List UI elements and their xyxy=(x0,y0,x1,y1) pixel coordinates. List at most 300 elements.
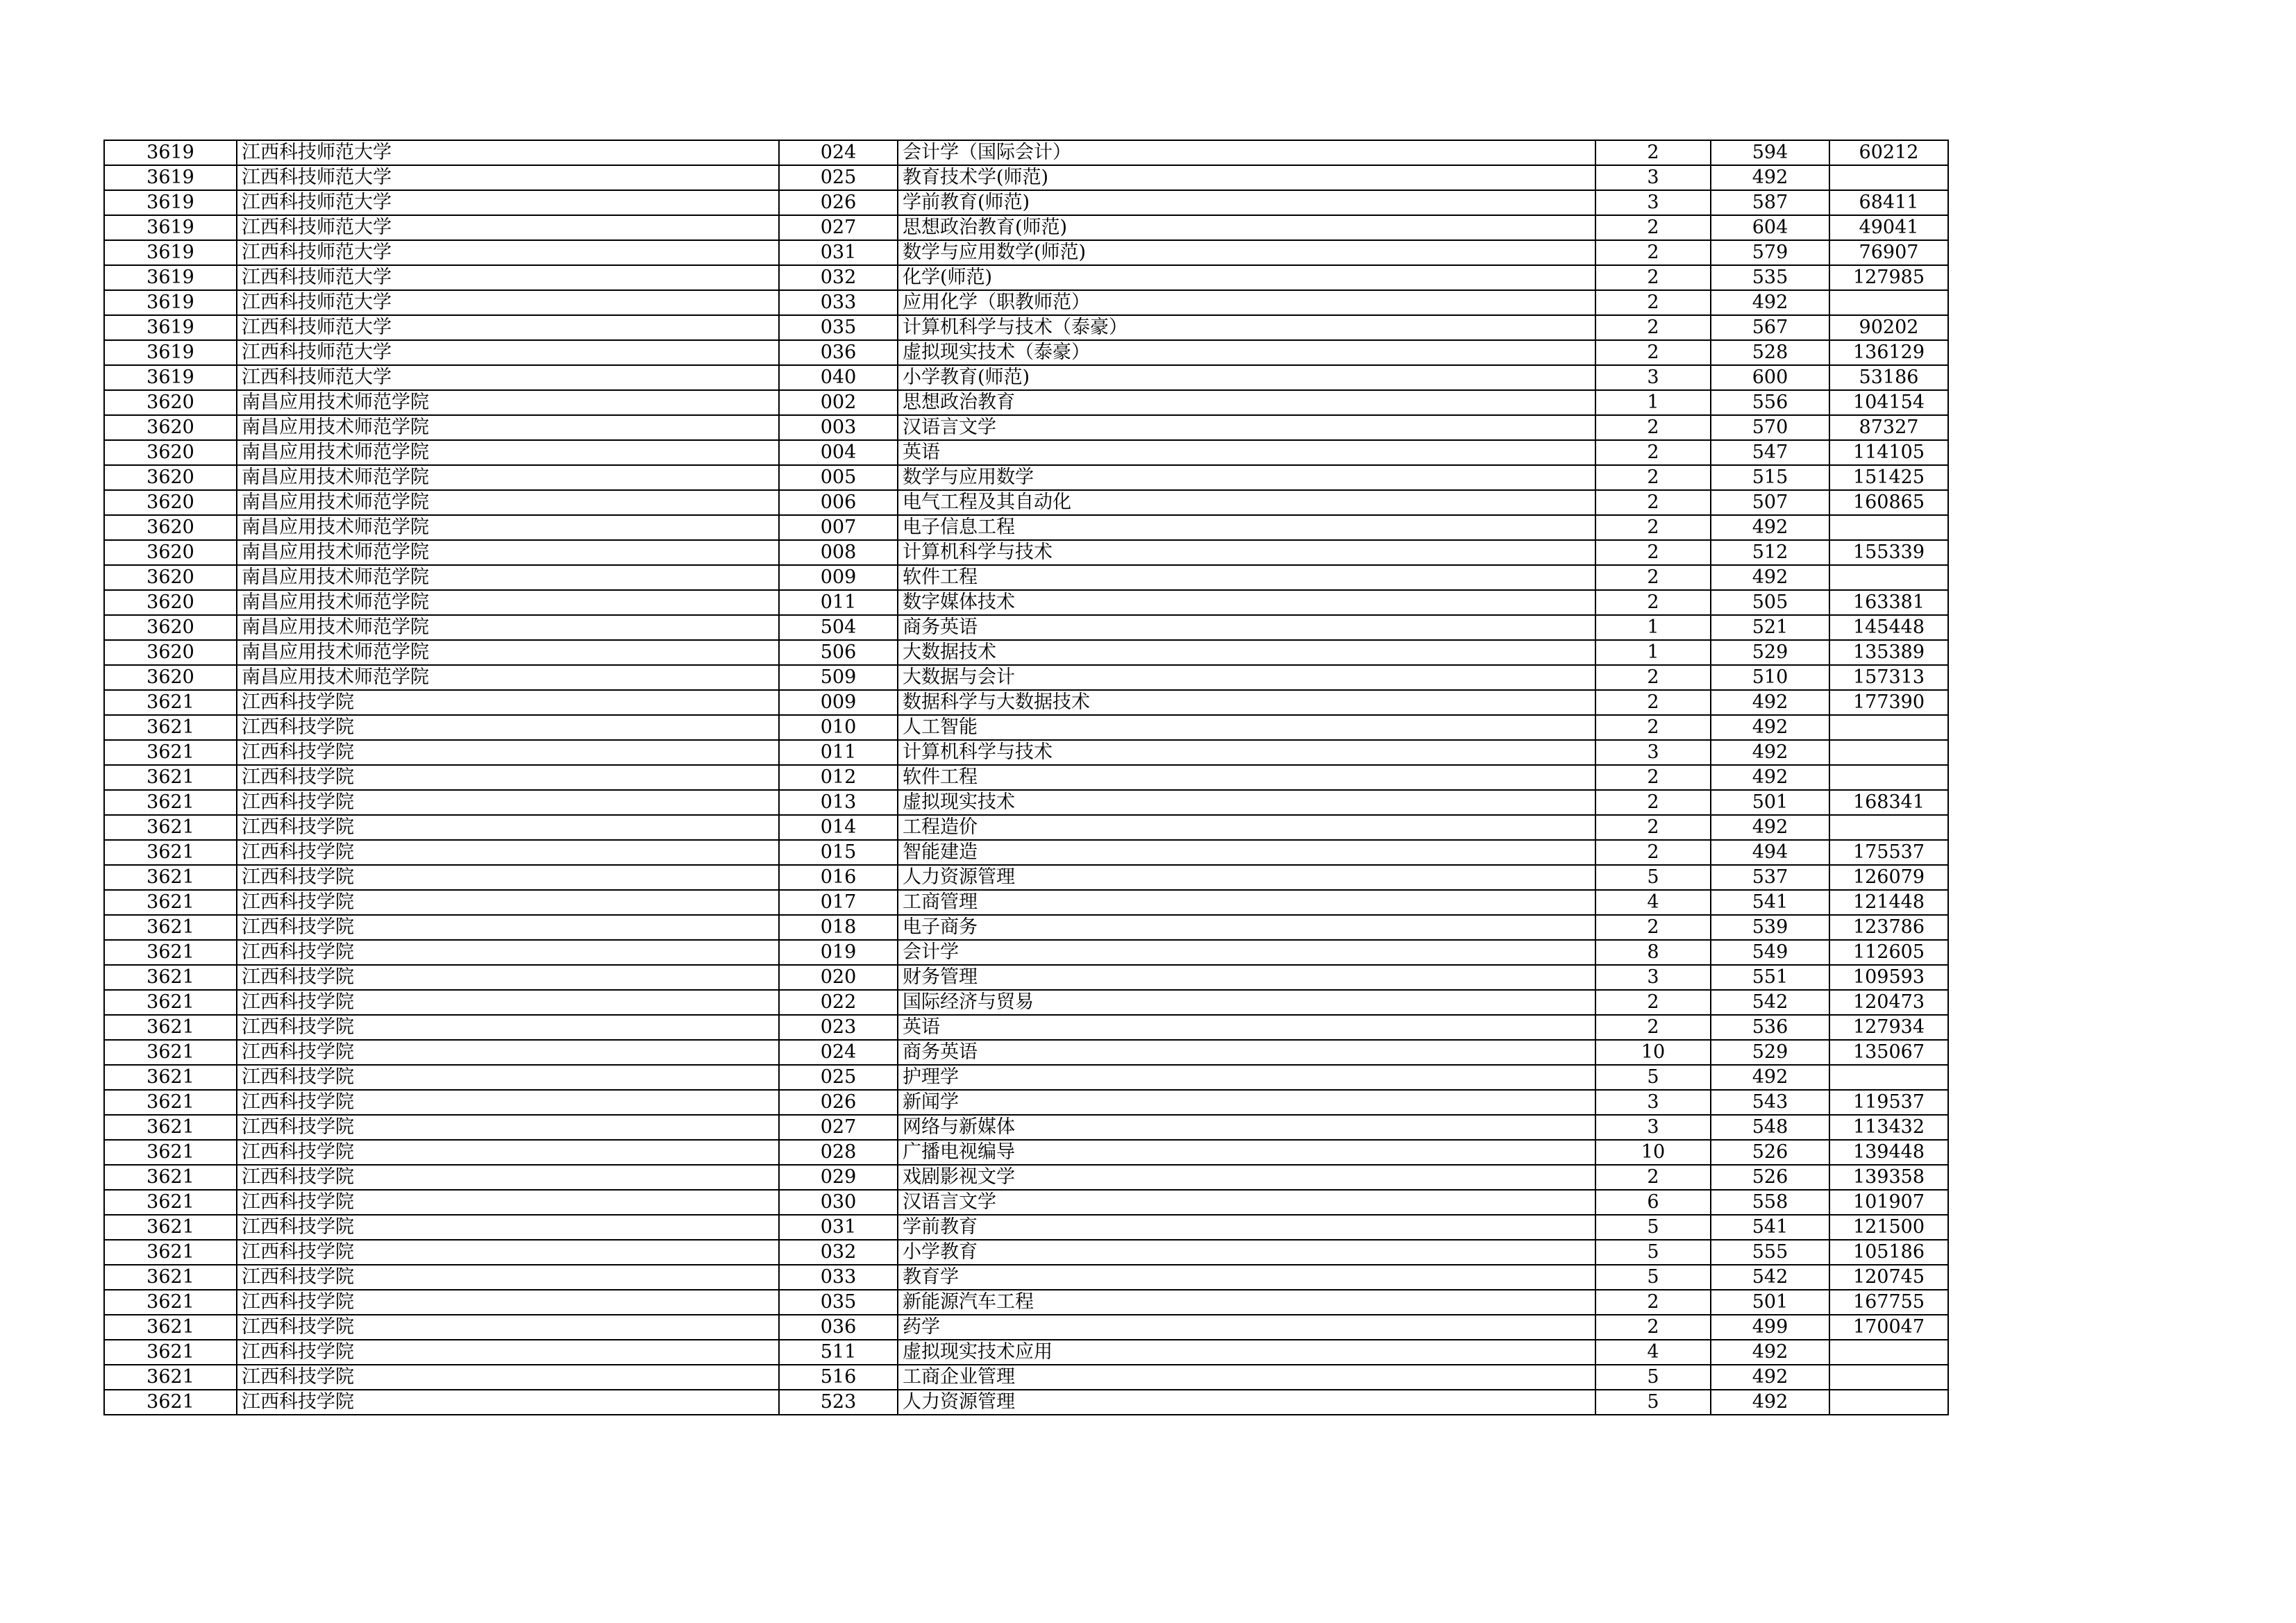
min-score-cell: 529 xyxy=(1711,640,1829,665)
major-name-cell: 教育学 xyxy=(898,1265,1595,1290)
major-code-cell: 040 xyxy=(779,365,898,390)
school-code-cell: 3621 xyxy=(104,1290,237,1315)
table-row xyxy=(104,365,1948,390)
table-row xyxy=(104,1090,1948,1115)
min-rank-cell: 121448 xyxy=(1829,890,1948,915)
table-row xyxy=(104,415,1948,440)
school-name-cell: 江西科技学院 xyxy=(237,1115,779,1140)
min-score-cell: 492 xyxy=(1711,515,1829,540)
major-code-cell: 035 xyxy=(779,315,898,340)
school-code-cell: 3621 xyxy=(104,1340,237,1365)
plan-count-cell: 2 xyxy=(1595,590,1711,615)
plan-count-cell: 2 xyxy=(1595,565,1711,590)
min-rank-cell xyxy=(1829,565,1948,590)
min-rank-cell: 120745 xyxy=(1829,1265,1948,1290)
school-name-cell: 江西科技学院 xyxy=(237,1165,779,1190)
school-code-cell: 3619 xyxy=(104,365,237,390)
min-score-cell: 543 xyxy=(1711,1090,1829,1115)
min-rank-cell: 49041 xyxy=(1829,215,1948,240)
min-score-cell: 512 xyxy=(1711,540,1829,565)
table-row xyxy=(104,965,1948,990)
school-code-cell: 3620 xyxy=(104,615,237,640)
school-code-cell: 3621 xyxy=(104,815,237,840)
school-name-cell: 江西科技师范大学 xyxy=(237,365,779,390)
table-row xyxy=(104,440,1948,465)
school-name-cell: 江西科技学院 xyxy=(237,1240,779,1265)
school-code-cell: 3621 xyxy=(104,840,237,865)
min-score-cell: 587 xyxy=(1711,190,1829,215)
min-rank-cell: 145448 xyxy=(1829,615,1948,640)
plan-count-cell: 3 xyxy=(1595,965,1711,990)
table-row xyxy=(104,1240,1948,1265)
major-name-cell: 智能建造 xyxy=(898,840,1595,865)
major-code-cell: 008 xyxy=(779,540,898,565)
major-code-cell: 028 xyxy=(779,1140,898,1165)
school-code-cell: 3620 xyxy=(104,515,237,540)
school-name-cell: 江西科技学院 xyxy=(237,940,779,965)
school-name-cell: 江西科技学院 xyxy=(237,1065,779,1090)
plan-count-cell: 2 xyxy=(1595,140,1711,165)
min-rank-cell: 104154 xyxy=(1829,390,1948,415)
major-name-cell: 新闻学 xyxy=(898,1090,1595,1115)
major-code-cell: 022 xyxy=(779,990,898,1015)
table-body xyxy=(104,140,1948,1415)
school-name-cell: 江西科技学院 xyxy=(237,1340,779,1365)
plan-count-cell: 2 xyxy=(1595,815,1711,840)
plan-count-cell: 1 xyxy=(1595,390,1711,415)
table-row xyxy=(104,1115,1948,1140)
table-row xyxy=(104,1040,1948,1065)
school-code-cell: 3621 xyxy=(104,715,237,740)
table-row xyxy=(104,1065,1948,1090)
table-row xyxy=(104,165,1948,190)
table-row xyxy=(104,915,1948,940)
plan-count-cell: 2 xyxy=(1595,1290,1711,1315)
major-name-cell: 小学教育 xyxy=(898,1240,1595,1265)
min-score-cell: 492 xyxy=(1711,1340,1829,1365)
plan-count-cell: 2 xyxy=(1595,990,1711,1015)
plan-count-cell: 2 xyxy=(1595,1315,1711,1340)
school-code-cell: 3621 xyxy=(104,940,237,965)
school-name-cell: 江西科技师范大学 xyxy=(237,140,779,165)
table-row xyxy=(104,290,1948,315)
plan-count-cell: 2 xyxy=(1595,840,1711,865)
major-name-cell: 工商管理 xyxy=(898,890,1595,915)
min-rank-cell: 135389 xyxy=(1829,640,1948,665)
school-name-cell: 江西科技师范大学 xyxy=(237,340,779,365)
school-name-cell: 江西科技学院 xyxy=(237,1215,779,1240)
min-score-cell: 526 xyxy=(1711,1165,1829,1190)
school-code-cell: 3620 xyxy=(104,565,237,590)
school-name-cell: 江西科技学院 xyxy=(237,890,779,915)
table-row xyxy=(104,940,1948,965)
plan-count-cell: 4 xyxy=(1595,1340,1711,1365)
table-row xyxy=(104,240,1948,265)
school-code-cell: 3621 xyxy=(104,890,237,915)
min-rank-cell: 119537 xyxy=(1829,1090,1948,1115)
major-name-cell: 思想政治教育 xyxy=(898,390,1595,415)
min-rank-cell xyxy=(1829,715,1948,740)
plan-count-cell: 8 xyxy=(1595,940,1711,965)
school-code-cell: 3621 xyxy=(104,1390,237,1415)
school-code-cell: 3621 xyxy=(104,740,237,765)
plan-count-cell: 4 xyxy=(1595,890,1711,915)
table-row xyxy=(104,1265,1948,1290)
min-score-cell: 558 xyxy=(1711,1190,1829,1215)
plan-count-cell: 6 xyxy=(1595,1190,1711,1215)
min-rank-cell: 114105 xyxy=(1829,440,1948,465)
min-rank-cell: 163381 xyxy=(1829,590,1948,615)
major-name-cell: 计算机科学与技术 xyxy=(898,740,1595,765)
table-row xyxy=(104,865,1948,890)
table-row xyxy=(104,1215,1948,1240)
plan-count-cell: 3 xyxy=(1595,190,1711,215)
school-code-cell: 3619 xyxy=(104,290,237,315)
table-row xyxy=(104,1190,1948,1215)
min-rank-cell: 121500 xyxy=(1829,1215,1948,1240)
min-score-cell: 507 xyxy=(1711,490,1829,515)
major-name-cell: 汉语言文学 xyxy=(898,415,1595,440)
table-row xyxy=(104,640,1948,665)
plan-count-cell: 2 xyxy=(1595,490,1711,515)
min-score-cell: 501 xyxy=(1711,790,1829,815)
major-code-cell: 011 xyxy=(779,590,898,615)
plan-count-cell: 2 xyxy=(1595,415,1711,440)
plan-count-cell: 2 xyxy=(1595,265,1711,290)
plan-count-cell: 2 xyxy=(1595,315,1711,340)
plan-count-cell: 2 xyxy=(1595,690,1711,715)
school-code-cell: 3621 xyxy=(104,865,237,890)
plan-count-cell: 2 xyxy=(1595,1015,1711,1040)
major-name-cell: 会计学 xyxy=(898,940,1595,965)
table-row xyxy=(104,1140,1948,1165)
major-name-cell: 人力资源管理 xyxy=(898,1390,1595,1415)
major-name-cell: 商务英语 xyxy=(898,615,1595,640)
major-code-cell: 511 xyxy=(779,1340,898,1365)
major-name-cell: 小学教育(师范) xyxy=(898,365,1595,390)
min-rank-cell: 160865 xyxy=(1829,490,1948,515)
plan-count-cell: 1 xyxy=(1595,640,1711,665)
school-name-cell: 南昌应用技术师范学院 xyxy=(237,565,779,590)
school-code-cell: 3621 xyxy=(104,1090,237,1115)
min-rank-cell: 60212 xyxy=(1829,140,1948,165)
min-score-cell: 570 xyxy=(1711,415,1829,440)
major-name-cell: 学前教育 xyxy=(898,1215,1595,1240)
table-row xyxy=(104,815,1948,840)
major-code-cell: 025 xyxy=(779,165,898,190)
school-name-cell: 江西科技学院 xyxy=(237,965,779,990)
min-rank-cell: 135067 xyxy=(1829,1040,1948,1065)
table-row xyxy=(104,540,1948,565)
major-code-cell: 036 xyxy=(779,1315,898,1340)
min-rank-cell: 136129 xyxy=(1829,340,1948,365)
major-name-cell: 计算机科学与技术（泰豪） xyxy=(898,315,1595,340)
min-rank-cell: 167755 xyxy=(1829,1290,1948,1315)
major-name-cell: 护理学 xyxy=(898,1065,1595,1090)
min-rank-cell xyxy=(1829,815,1948,840)
major-code-cell: 506 xyxy=(779,640,898,665)
min-rank-cell xyxy=(1829,1365,1948,1390)
major-code-cell: 019 xyxy=(779,940,898,965)
plan-count-cell: 2 xyxy=(1595,465,1711,490)
school-code-cell: 3619 xyxy=(104,165,237,190)
major-name-cell: 电子商务 xyxy=(898,915,1595,940)
major-code-cell: 014 xyxy=(779,815,898,840)
table-row xyxy=(104,665,1948,690)
major-code-cell: 033 xyxy=(779,1265,898,1290)
school-name-cell: 江西科技学院 xyxy=(237,1290,779,1315)
major-name-cell: 英语 xyxy=(898,1015,1595,1040)
major-code-cell: 523 xyxy=(779,1390,898,1415)
min-rank-cell xyxy=(1829,1390,1948,1415)
admission-table xyxy=(103,140,1949,1415)
major-code-cell: 030 xyxy=(779,1190,898,1215)
plan-count-cell: 1 xyxy=(1595,615,1711,640)
major-code-cell: 031 xyxy=(779,240,898,265)
plan-count-cell: 5 xyxy=(1595,1065,1711,1090)
min-rank-cell: 87327 xyxy=(1829,415,1948,440)
major-name-cell: 国际经济与贸易 xyxy=(898,990,1595,1015)
school-code-cell: 3619 xyxy=(104,240,237,265)
school-code-cell: 3620 xyxy=(104,590,237,615)
school-name-cell: 江西科技学院 xyxy=(237,790,779,815)
major-code-cell: 003 xyxy=(779,415,898,440)
major-code-cell: 032 xyxy=(779,1240,898,1265)
min-rank-cell: 168341 xyxy=(1829,790,1948,815)
min-rank-cell: 109593 xyxy=(1829,965,1948,990)
min-score-cell: 541 xyxy=(1711,1215,1829,1240)
min-rank-cell: 90202 xyxy=(1829,315,1948,340)
major-code-cell: 025 xyxy=(779,1065,898,1090)
school-name-cell: 江西科技学院 xyxy=(237,690,779,715)
table-row xyxy=(104,790,1948,815)
school-name-cell: 江西科技师范大学 xyxy=(237,315,779,340)
major-name-cell: 数据科学与大数据技术 xyxy=(898,690,1595,715)
min-rank-cell xyxy=(1829,765,1948,790)
school-code-cell: 3621 xyxy=(104,990,237,1015)
min-rank-cell: 157313 xyxy=(1829,665,1948,690)
major-code-cell: 023 xyxy=(779,1015,898,1040)
major-name-cell: 大数据与会计 xyxy=(898,665,1595,690)
school-name-cell: 南昌应用技术师范学院 xyxy=(237,540,779,565)
min-rank-cell: 177390 xyxy=(1829,690,1948,715)
major-name-cell: 新能源汽车工程 xyxy=(898,1290,1595,1315)
plan-count-cell: 2 xyxy=(1595,440,1711,465)
min-score-cell: 501 xyxy=(1711,1290,1829,1315)
min-rank-cell: 101907 xyxy=(1829,1190,1948,1215)
major-code-cell: 026 xyxy=(779,1090,898,1115)
table-row xyxy=(104,690,1948,715)
plan-count-cell: 2 xyxy=(1595,790,1711,815)
plan-count-cell: 5 xyxy=(1595,1240,1711,1265)
table-row xyxy=(104,1315,1948,1340)
school-name-cell: 江西科技学院 xyxy=(237,815,779,840)
min-score-cell: 542 xyxy=(1711,990,1829,1015)
school-code-cell: 3619 xyxy=(104,340,237,365)
major-name-cell: 人力资源管理 xyxy=(898,865,1595,890)
plan-count-cell: 5 xyxy=(1595,865,1711,890)
min-rank-cell: 151425 xyxy=(1829,465,1948,490)
min-score-cell: 536 xyxy=(1711,1015,1829,1040)
min-score-cell: 492 xyxy=(1711,165,1829,190)
major-name-cell: 工商企业管理 xyxy=(898,1365,1595,1390)
major-code-cell: 027 xyxy=(779,1115,898,1140)
table-row xyxy=(104,1290,1948,1315)
major-name-cell: 会计学（国际会计） xyxy=(898,140,1595,165)
school-name-cell: 江西科技学院 xyxy=(237,865,779,890)
school-code-cell: 3621 xyxy=(104,1240,237,1265)
table-row xyxy=(104,265,1948,290)
plan-count-cell: 2 xyxy=(1595,340,1711,365)
plan-count-cell: 3 xyxy=(1595,740,1711,765)
school-code-cell: 3620 xyxy=(104,540,237,565)
school-code-cell: 3621 xyxy=(104,915,237,940)
school-name-cell: 江西科技师范大学 xyxy=(237,240,779,265)
table-row xyxy=(104,1365,1948,1390)
major-code-cell: 012 xyxy=(779,765,898,790)
school-code-cell: 3621 xyxy=(104,1040,237,1065)
table-row xyxy=(104,615,1948,640)
min-score-cell: 542 xyxy=(1711,1265,1829,1290)
plan-count-cell: 2 xyxy=(1595,765,1711,790)
school-code-cell: 3620 xyxy=(104,390,237,415)
min-score-cell: 515 xyxy=(1711,465,1829,490)
major-name-cell: 药学 xyxy=(898,1315,1595,1340)
plan-count-cell: 3 xyxy=(1595,1090,1711,1115)
min-score-cell: 492 xyxy=(1711,565,1829,590)
table-row xyxy=(104,1015,1948,1040)
major-name-cell: 财务管理 xyxy=(898,965,1595,990)
school-name-cell: 南昌应用技术师范学院 xyxy=(237,615,779,640)
min-score-cell: 492 xyxy=(1711,1065,1829,1090)
school-code-cell: 3621 xyxy=(104,1140,237,1165)
school-code-cell: 3621 xyxy=(104,1190,237,1215)
table-row xyxy=(104,340,1948,365)
school-code-cell: 3619 xyxy=(104,265,237,290)
major-code-cell: 020 xyxy=(779,965,898,990)
min-score-cell: 492 xyxy=(1711,765,1829,790)
school-name-cell: 江西科技学院 xyxy=(237,915,779,940)
school-code-cell: 3620 xyxy=(104,640,237,665)
table-row xyxy=(104,315,1948,340)
table-row xyxy=(104,1340,1948,1365)
major-name-cell: 电子信息工程 xyxy=(898,515,1595,540)
table-row xyxy=(104,490,1948,515)
school-name-cell: 江西科技学院 xyxy=(237,1315,779,1340)
min-score-cell: 555 xyxy=(1711,1240,1829,1265)
major-code-cell: 018 xyxy=(779,915,898,940)
major-name-cell: 应用化学（职教师范） xyxy=(898,290,1595,315)
plan-count-cell: 3 xyxy=(1595,165,1711,190)
school-code-cell: 3621 xyxy=(104,765,237,790)
plan-count-cell: 2 xyxy=(1595,715,1711,740)
major-name-cell: 人工智能 xyxy=(898,715,1595,740)
table-row xyxy=(104,565,1948,590)
min-rank-cell: 139358 xyxy=(1829,1165,1948,1190)
major-code-cell: 026 xyxy=(779,190,898,215)
min-score-cell: 492 xyxy=(1711,815,1829,840)
major-code-cell: 509 xyxy=(779,665,898,690)
major-name-cell: 网络与新媒体 xyxy=(898,1115,1595,1140)
min-score-cell: 547 xyxy=(1711,440,1829,465)
school-name-cell: 江西科技学院 xyxy=(237,1265,779,1290)
school-name-cell: 江西科技学院 xyxy=(237,1390,779,1415)
min-score-cell: 510 xyxy=(1711,665,1829,690)
school-code-cell: 3621 xyxy=(104,1215,237,1240)
min-rank-cell: 126079 xyxy=(1829,865,1948,890)
plan-count-cell: 5 xyxy=(1595,1365,1711,1390)
school-code-cell: 3620 xyxy=(104,415,237,440)
min-rank-cell: 113432 xyxy=(1829,1115,1948,1140)
school-name-cell: 江西科技学院 xyxy=(237,765,779,790)
min-score-cell: 556 xyxy=(1711,390,1829,415)
major-name-cell: 数学与应用数学 xyxy=(898,465,1595,490)
major-name-cell: 思想政治教育(师范) xyxy=(898,215,1595,240)
school-code-cell: 3620 xyxy=(104,665,237,690)
min-score-cell: 551 xyxy=(1711,965,1829,990)
min-score-cell: 492 xyxy=(1711,1390,1829,1415)
table-row xyxy=(104,765,1948,790)
school-code-cell: 3619 xyxy=(104,315,237,340)
table-row xyxy=(104,390,1948,415)
major-code-cell: 027 xyxy=(779,215,898,240)
table-row xyxy=(104,740,1948,765)
min-rank-cell: 112605 xyxy=(1829,940,1948,965)
major-name-cell: 广播电视编导 xyxy=(898,1140,1595,1165)
min-score-cell: 494 xyxy=(1711,840,1829,865)
min-rank-cell: 68411 xyxy=(1829,190,1948,215)
school-name-cell: 江西科技师范大学 xyxy=(237,215,779,240)
min-rank-cell: 170047 xyxy=(1829,1315,1948,1340)
school-name-cell: 南昌应用技术师范学院 xyxy=(237,440,779,465)
major-code-cell: 516 xyxy=(779,1365,898,1390)
plan-count-cell: 2 xyxy=(1595,290,1711,315)
major-name-cell: 虚拟现实技术应用 xyxy=(898,1340,1595,1365)
school-code-cell: 3621 xyxy=(104,790,237,815)
min-score-cell: 529 xyxy=(1711,1040,1829,1065)
major-name-cell: 教育技术学(师范) xyxy=(898,165,1595,190)
min-score-cell: 528 xyxy=(1711,340,1829,365)
min-rank-cell xyxy=(1829,165,1948,190)
school-name-cell: 南昌应用技术师范学院 xyxy=(237,390,779,415)
min-score-cell: 594 xyxy=(1711,140,1829,165)
table-row xyxy=(104,590,1948,615)
school-code-cell: 3621 xyxy=(104,1165,237,1190)
major-name-cell: 汉语言文学 xyxy=(898,1190,1595,1215)
table-row xyxy=(104,715,1948,740)
school-name-cell: 江西科技学院 xyxy=(237,740,779,765)
table-row xyxy=(104,140,1948,165)
min-score-cell: 492 xyxy=(1711,690,1829,715)
school-name-cell: 江西科技学院 xyxy=(237,715,779,740)
major-code-cell: 024 xyxy=(779,1040,898,1065)
school-code-cell: 3621 xyxy=(104,1365,237,1390)
min-rank-cell xyxy=(1829,1065,1948,1090)
school-code-cell: 3621 xyxy=(104,965,237,990)
major-name-cell: 数字媒体技术 xyxy=(898,590,1595,615)
min-rank-cell: 127934 xyxy=(1829,1015,1948,1040)
min-score-cell: 492 xyxy=(1711,1365,1829,1390)
min-rank-cell xyxy=(1829,290,1948,315)
major-code-cell: 015 xyxy=(779,840,898,865)
major-name-cell: 软件工程 xyxy=(898,565,1595,590)
major-name-cell: 数学与应用数学(师范) xyxy=(898,240,1595,265)
plan-count-cell: 2 xyxy=(1595,240,1711,265)
school-name-cell: 江西科技学院 xyxy=(237,1015,779,1040)
school-code-cell: 3619 xyxy=(104,215,237,240)
major-code-cell: 035 xyxy=(779,1290,898,1315)
school-name-cell: 南昌应用技术师范学院 xyxy=(237,640,779,665)
